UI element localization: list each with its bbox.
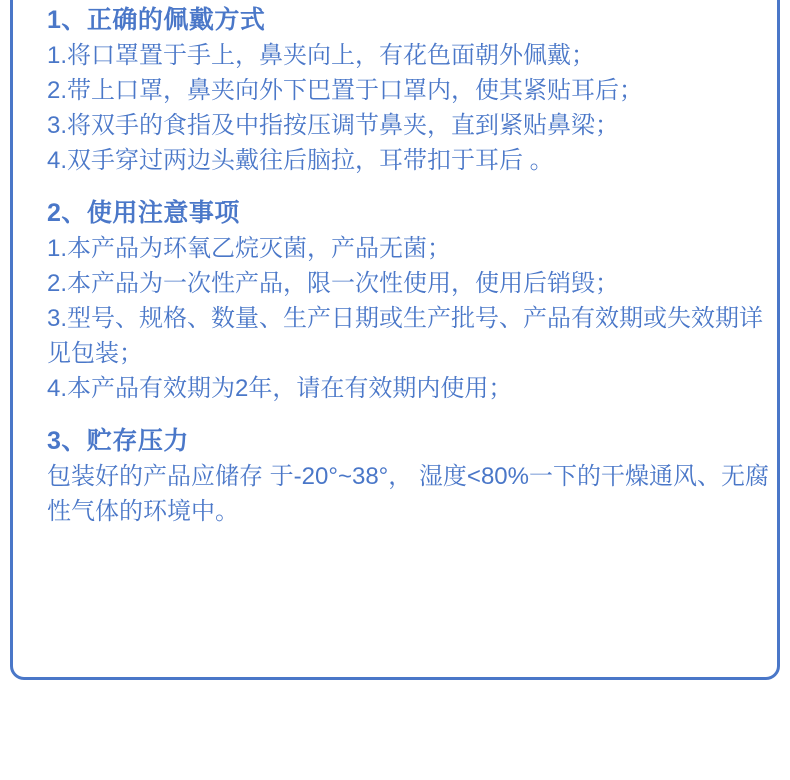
section-wearing-method: [47, 3, 769, 178]
section-line: 包装好的产品应储存 于-20°~38°， 湿度<80%一下的干燥通风、无腐性气体的环境中。: [47, 463, 769, 525]
section-title: 2、使用注意事项: [47, 199, 240, 227]
panel-content: [47, 3, 769, 529]
section-precautions: [47, 196, 769, 406]
section-title: 3、贮存压力: [47, 427, 189, 455]
section-line: 4.本产品有效期为2年，请在有效期内使用；: [47, 375, 513, 402]
section-storage: [47, 424, 769, 529]
section-line: 3.型号、规格、数量、生产日期或生产批号、产品有效期或失效期详见包装；: [47, 305, 764, 367]
info-panel: [10, 0, 780, 680]
section-line: 3.将双手的食指及中指按压调节鼻夹，直到紧贴鼻梁；: [47, 112, 620, 139]
section-line: 4.双手穿过两边头戴往后脑拉，耳带扣于耳后 。: [47, 147, 554, 174]
section-line: 1.本产品为环氧乙烷灭菌，产品无菌；: [47, 235, 452, 262]
section-line: 2.本产品为一次性产品，限一次性使用，使用后销毁；: [47, 270, 620, 297]
section-line: 1.将口罩置于手上，鼻夹向上，有花色面朝外佩戴；: [47, 42, 596, 69]
section-line: 2.带上口罩，鼻夹向外下巴置于口罩内，使其紧贴耳后；: [47, 77, 644, 104]
section-title: 1、正确的佩戴方式: [47, 6, 266, 34]
